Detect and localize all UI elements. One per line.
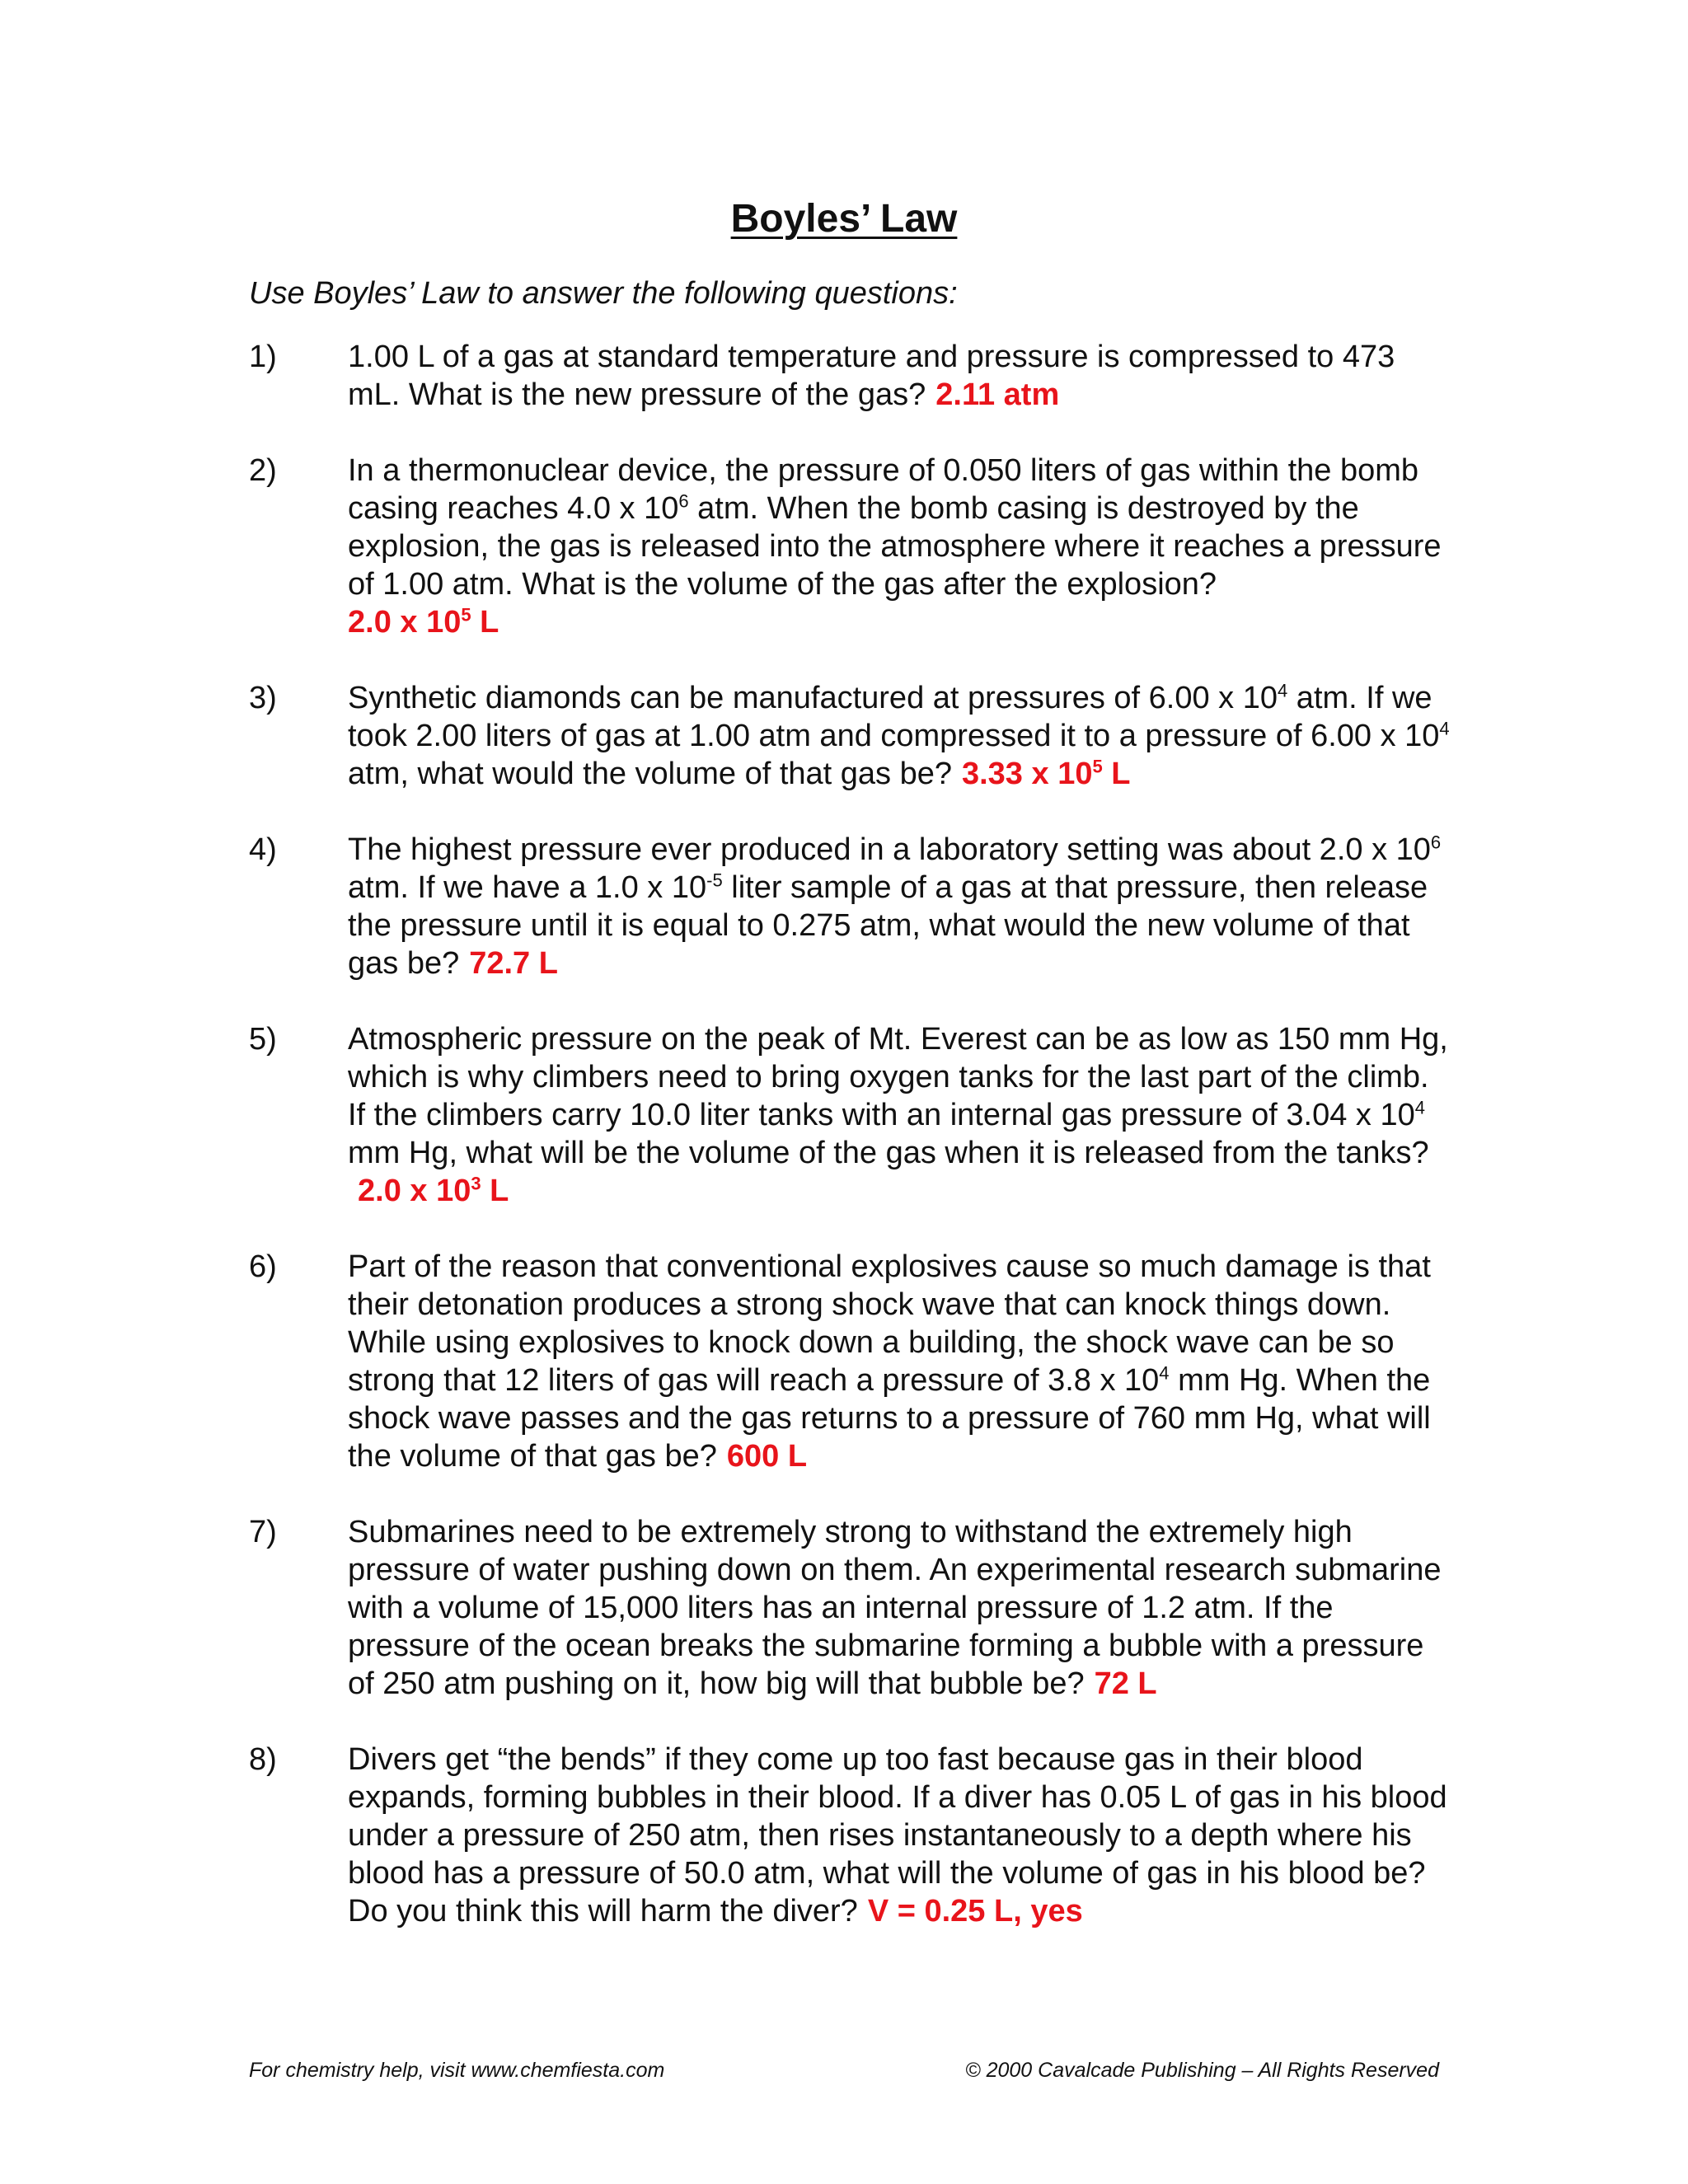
footer-help-link: For chemistry help, visit www.chemfiesta.com	[249, 2059, 665, 2082]
superscript-exponent: 4	[1159, 1362, 1170, 1384]
question-item	[249, 338, 1452, 414]
text-run: mm Hg, what will be the volume of the gas when it is released from the tanks?	[348, 1136, 1429, 1170]
text-run: 2.0 x 10	[358, 1174, 471, 1208]
question-text	[348, 1248, 1452, 1475]
answer	[935, 377, 1059, 412]
text-run: The highest pressure ever produced in a laboratory setting was about 2.0 x 10	[348, 832, 1431, 867]
page-title: Boyles’ Law	[730, 197, 958, 241]
text-run: V = 0.25 L, yes	[867, 1894, 1083, 1929]
question-text	[348, 452, 1452, 641]
superscript-exponent: 6	[1430, 832, 1442, 853]
text-run: Divers get “the bends” if they come up too fast because gas in their blood expands, forming bubbles in their blood. If a diver has 0.05 L of gas in his blood under a pressure of 250 atm, then rises instantaneously to a depth where his blood has a pressure of 50.0 atm, what will the volume of gas in his blood be? Do you think this will harm the diver?	[348, 1742, 1447, 1929]
text-run: 72 L	[1094, 1666, 1157, 1701]
question-number: 1)	[249, 340, 277, 374]
answer	[348, 603, 1452, 641]
text-run: 72.7 L	[469, 946, 558, 981]
question-number: 6)	[249, 1249, 277, 1284]
text-run: 3.33 x 10	[961, 757, 1093, 791]
question-text	[348, 338, 1452, 414]
question-text	[348, 831, 1452, 982]
question-item	[249, 1020, 1452, 1210]
text-run: Part of the reason that conventional explosives cause so much damage is that their detonation produces a strong shock wave that can knock things down. While using explosives to knock down a building, the shock wave can be so strong that 12 liters of gas will reach a pressure of 3.8 x 10	[348, 1249, 1431, 1398]
question-number: 8)	[249, 1742, 277, 1777]
question-item	[249, 452, 1452, 641]
text-run: atm. If we took 2.00 liters of gas at 1.00 atm and compressed it to a pressure of 6.00 x 10	[348, 681, 1440, 753]
superscript-exponent: 6	[678, 490, 689, 512]
question-item	[249, 1741, 1452, 1930]
question-text	[348, 1741, 1452, 1930]
question-item	[249, 1513, 1452, 1703]
text-run: 2.0 x 10	[348, 605, 462, 640]
text-run: atm, what would the volume of that gas be?	[348, 757, 952, 791]
question-number: 5)	[249, 1022, 277, 1057]
question-number: 2)	[249, 453, 277, 488]
question-item	[249, 1248, 1452, 1475]
text-run: L	[1102, 757, 1131, 791]
superscript-exponent: 5	[461, 604, 471, 626]
superscript-exponent: 4	[1414, 1097, 1425, 1118]
text-run: 2.11 atm	[935, 377, 1060, 412]
superscript-exponent: 4	[1278, 680, 1288, 701]
question-number: 4)	[249, 832, 277, 867]
text-run: atm. If we have a 1.0 x 10	[348, 870, 707, 905]
superscript-exponent: -5	[706, 869, 723, 891]
text-run: mm Hg. When the shock wave passes and the gas returns to a pressure of 760 mm Hg, what will the volume of that gas be?	[348, 1363, 1431, 1474]
superscript-exponent: 5	[1092, 756, 1103, 777]
text-run: Submarines need to be extremely strong to withstand the extremely high pressure of water pushing down on them. An experimental research submarine with a volume of 15,000 liters has an internal pressure of 1.2 atm. If the pressure of the ocean breaks the submarine forming a bubble with a pressure of 250 atm pushing on it, how big will that bubble be?	[348, 1515, 1442, 1701]
text-run: atm. When the bomb casing is destroyed by the explosion, the gas is released into the atmosphere where it reaches a pressure of 1.00 atm. What is the volume of the gas after the explosion?	[348, 491, 1442, 602]
text-run: In a thermonuclear device, the pressure of 0.050 liters of gas within the bomb casing reaches 4.0 x 10	[348, 453, 1419, 526]
question-number: 7)	[249, 1515, 277, 1549]
question-text	[348, 1020, 1452, 1210]
answer	[962, 757, 1131, 791]
text-run: L	[481, 1174, 509, 1208]
text-run: Synthetic diamonds can be manufactured at pressures of 6.00 x 10	[348, 681, 1278, 715]
superscript-exponent: 4	[1439, 718, 1450, 739]
text-run: 1.00 L of a gas at standard temperature and pressure is compressed to 473 mL. What is the new pressure of the gas?	[348, 340, 1395, 412]
answer	[868, 1894, 1083, 1929]
question-item	[249, 831, 1452, 982]
question-text	[348, 679, 1452, 793]
answer	[727, 1439, 807, 1474]
answer	[358, 1174, 509, 1208]
superscript-exponent: 3	[471, 1173, 481, 1194]
question-list	[249, 338, 1452, 1968]
answer	[469, 946, 558, 981]
text-run: Atmospheric pressure on the peak of Mt. Everest can be as low as 150 mm Hg, which is why climbers need to bring oxygen tanks for the last part of the climb. If the climbers carry 10.0 liter tanks with an internal gas pressure of 3.04 x 10	[348, 1022, 1448, 1132]
footer-copyright: © 2000 Cavalcade Publishing – All Rights Reserved	[965, 2059, 1439, 2082]
answer	[1095, 1666, 1157, 1701]
question-item	[249, 679, 1452, 793]
text-run: L	[471, 605, 499, 640]
question-number: 3)	[249, 681, 277, 715]
text-run: liter sample of a gas at that pressure, then release the pressure until it is equal to 0.275 atm, what would the new volume of that gas be?	[348, 870, 1428, 981]
question-text	[348, 1513, 1452, 1703]
text-run: 600 L	[726, 1439, 808, 1474]
instructions: Use Boyles’ Law to answer the following questions:	[249, 276, 958, 311]
